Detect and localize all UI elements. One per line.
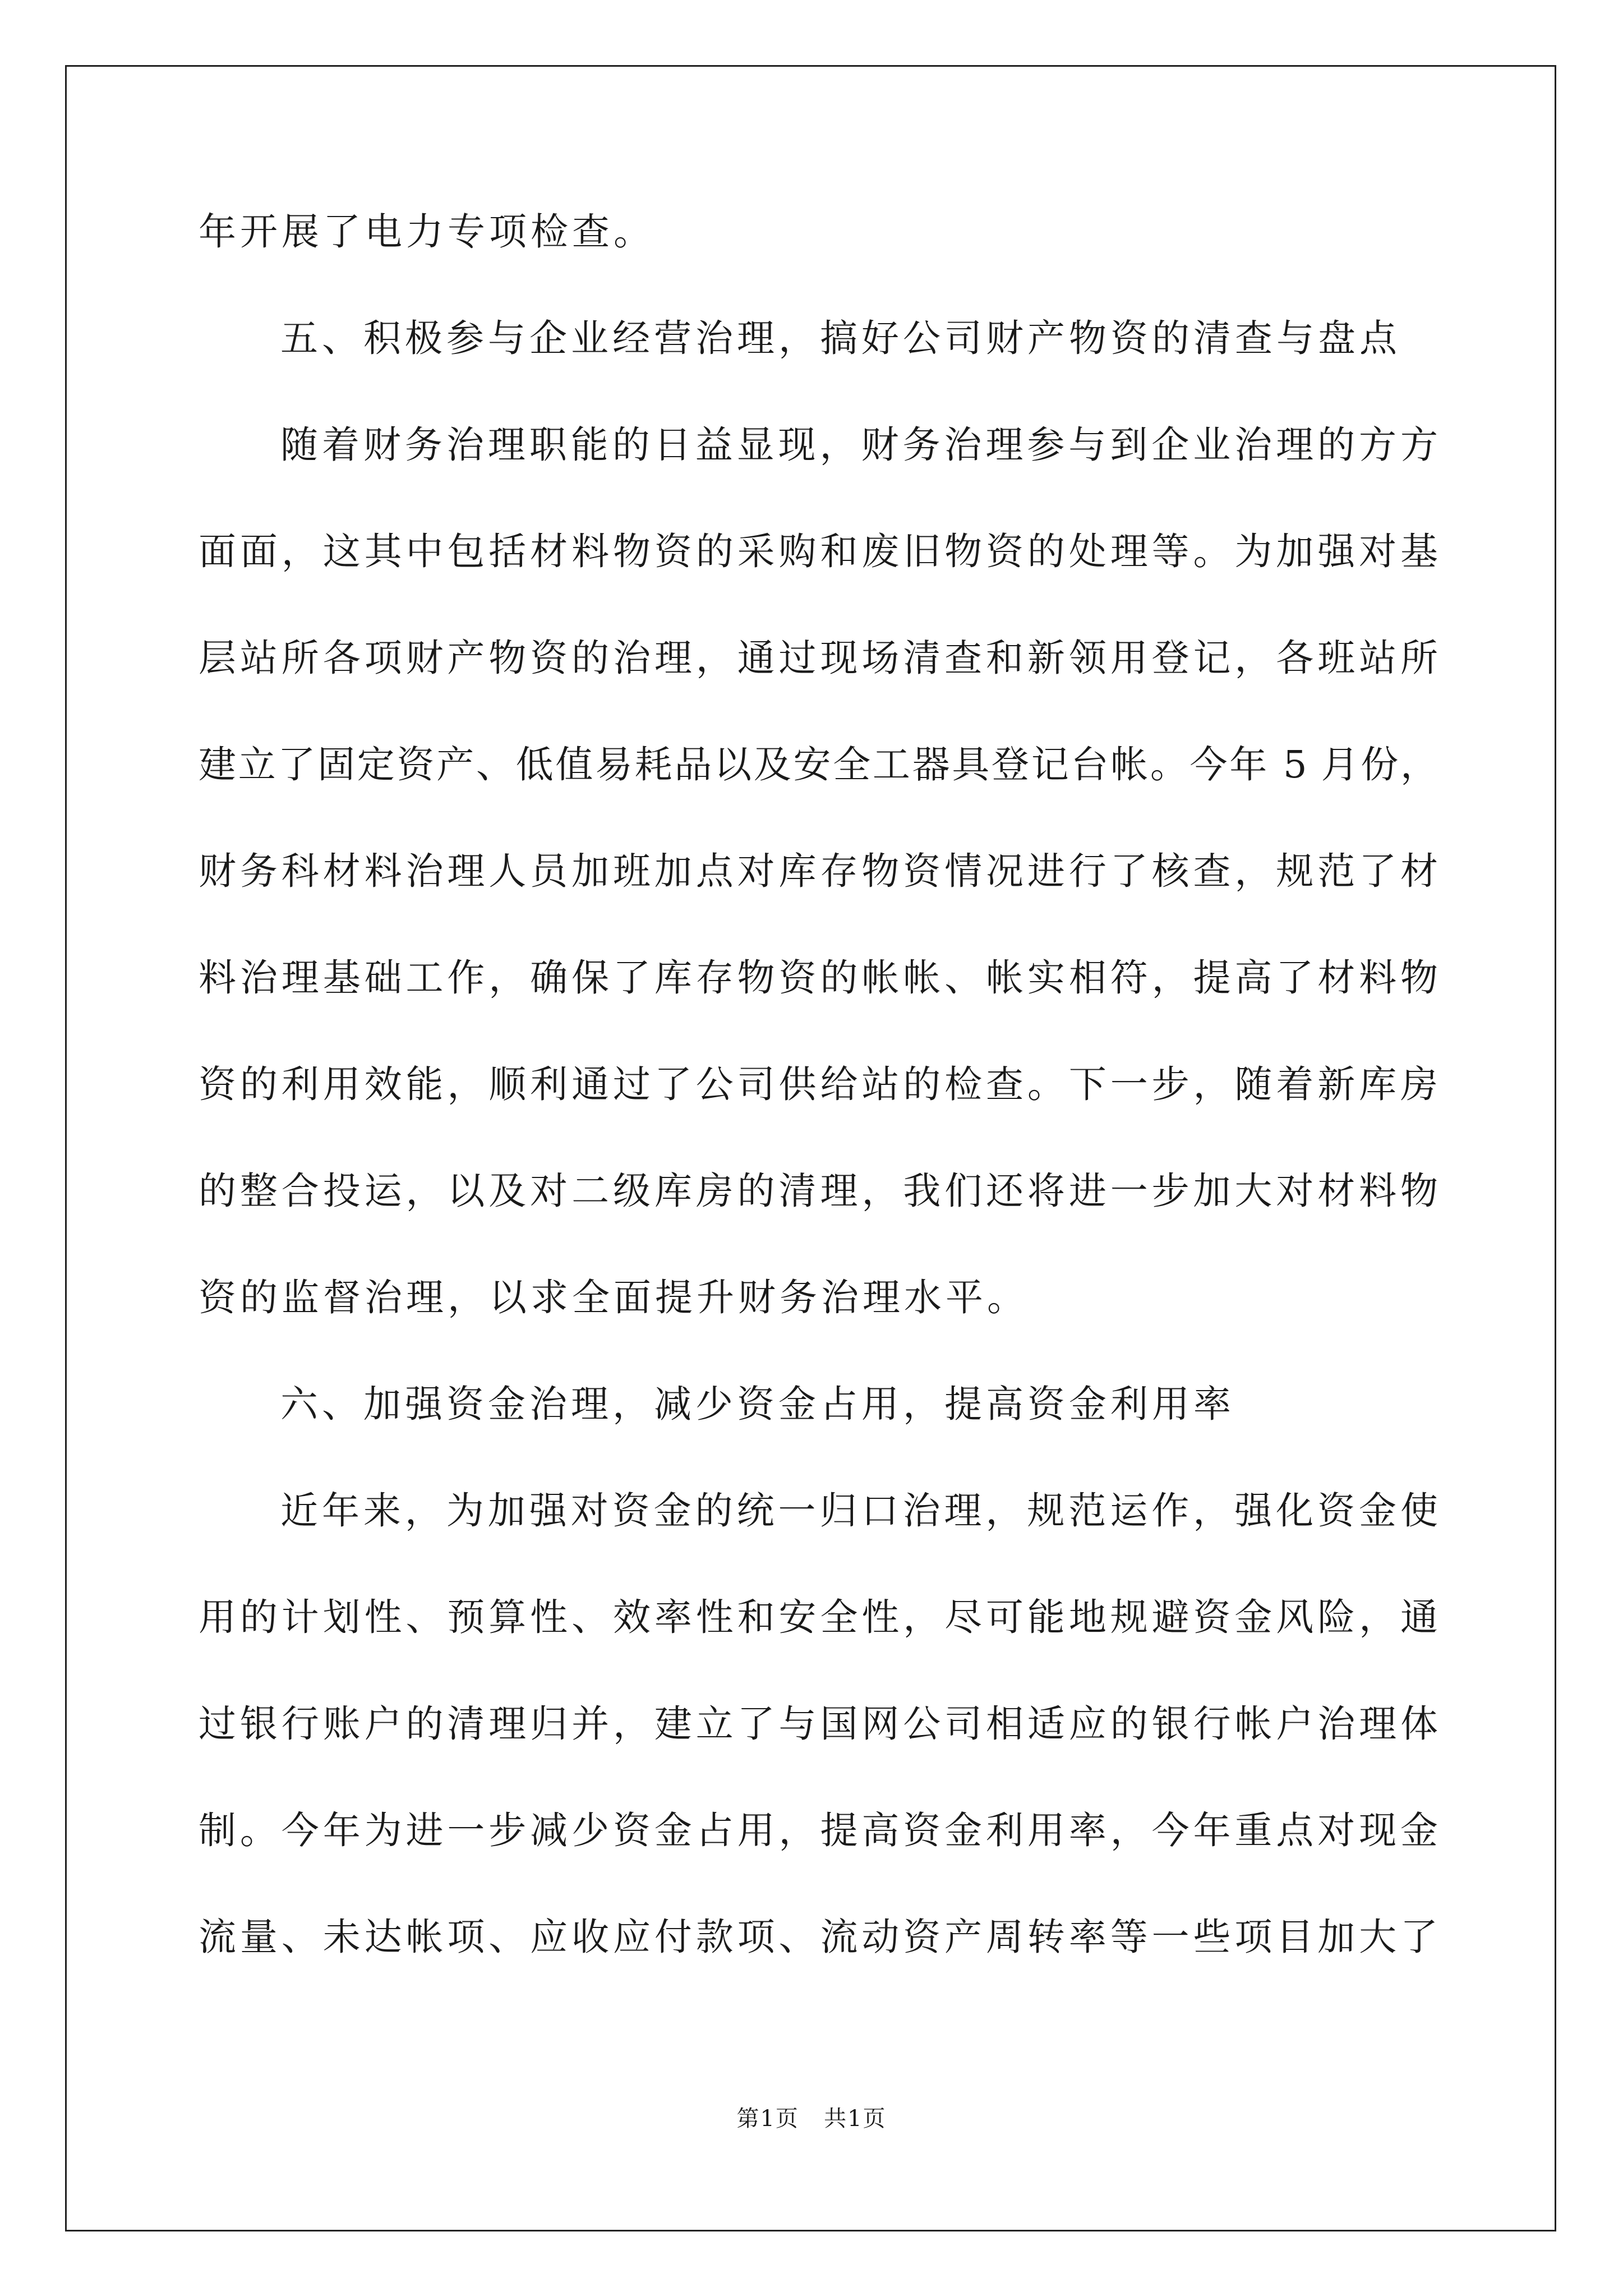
text-line: 过银行账户的清理归并，建立了与国网公司相适应的银行帐户治理体 (199, 1702, 1438, 1746)
document-body (199, 210, 1438, 2025)
text-line: 料治理基础工作，确保了库存物资的帐帐、帐实相符，提高了材料物 (199, 956, 1438, 1000)
text-line: 建立了固定资产、低值易耗品以及安全工器具登记台帐。今年 5 月份， (199, 743, 1438, 786)
text-line: 的整合投运，以及对二级库房的清理，我们还将进一步加大对材料物 (199, 1169, 1438, 1213)
text-line: 面面，这其中包括材料物资的采购和废旧物资的处理等。为加强对基 (199, 530, 1438, 573)
text-line: 流量、未达帐项、应收应付款项、流动资产周转率等一些项目加大了 (199, 1915, 1438, 1959)
page-number: 第1页 (736, 2106, 799, 2132)
text-line: 随着财务治理职能的日益显现，财务治理参与到企业治理的方方 (280, 423, 1438, 467)
text-line: 六、加强资金治理，减少资金占用，提高资金利用率 (280, 1382, 1235, 1426)
page-footer (0, 2101, 1623, 2133)
text-line: 用的计划性、预算性、效率性和安全性，尽可能地规避资金风险，通 (199, 1595, 1438, 1639)
text-line: 资的利用效能，顺利通过了公司供给站的检查。下一步，随着新库房 (199, 1062, 1438, 1106)
text-line: 制。今年为进一步减少资金占用，提高资金利用率，今年重点对现金 (199, 1809, 1438, 1852)
page-total: 共1页 (824, 2106, 887, 2132)
text-line: 年开展了电力专项检查。 (199, 210, 655, 254)
text-line: 财务科材料治理人员加班加点对库存物资情况进行了核查，规范了材 (199, 849, 1438, 893)
text-line: 资的监督治理，以求全面提升财务治理水平。 (199, 1276, 1029, 1319)
text-line: 五、积极参与企业经营治理，搞好公司财产物资的清查与盘点 (280, 316, 1401, 360)
text-line: 近年来，为加强对资金的统一归口治理，规范运作，强化资金使 (280, 1489, 1438, 1533)
text-line: 层站所各项财产物资的治理，通过现场清查和新领用登记，各班站所 (199, 636, 1438, 680)
